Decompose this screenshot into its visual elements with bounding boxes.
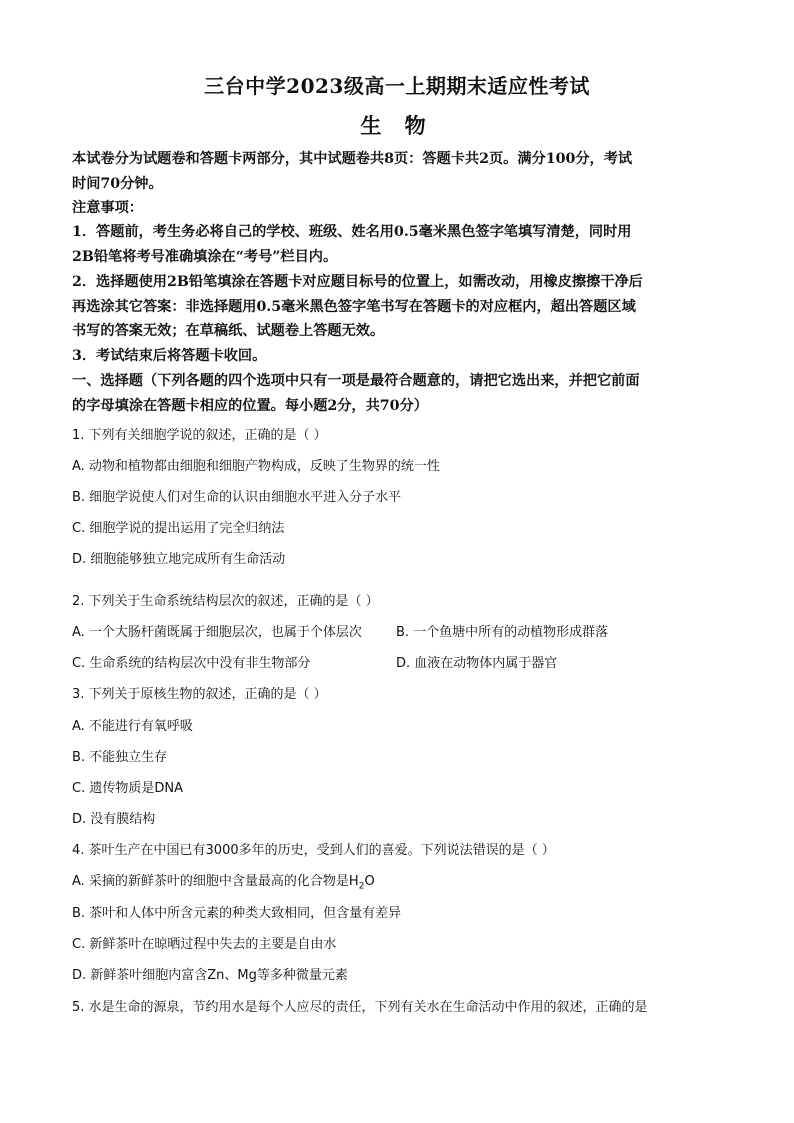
- question-4-option-a: [72, 870, 375, 892]
- question-3-option-b: B. 不能独立生存: [72, 750, 168, 765]
- question-3-option-a: A. 不能进行有氧呼吸: [72, 719, 193, 734]
- subject-title: 生 物: [360, 113, 434, 138]
- question-4-option-b: B. 茶叶和人体中所含元素的种类大致相同，但含量有差异: [72, 906, 402, 921]
- question-2-option-b: B. 一个鱼塘中所有的动植物形成群落: [396, 625, 609, 640]
- section-1-line-2: 的字母填涂在答题卡相应的位置。每小题2分，共70分）: [72, 398, 428, 414]
- notes-heading: 注意事项：: [72, 200, 143, 216]
- question-4-option-a-subscript: 2: [358, 881, 365, 892]
- note-2-line-1: 2．选择题使用2B铅笔填涂在答题卡对应题目标号的位置上，如需改动，用橡皮擦擦干净后: [72, 274, 643, 290]
- note-1-line-1: 1．答题前，考生务必将自己的学校、班级、姓名用0.5毫米黑色签字笔填写清楚，同时用: [72, 224, 632, 240]
- question-4-stem: 4. 茶叶生产在中国已有3000多年的历史，受到人们的喜爱。下列说法错误的是（ ）: [72, 843, 555, 858]
- note-2-line-3: 书写的答案无效；在草稿纸、试题卷上答题无效。: [72, 323, 385, 339]
- note-1-line-2: 2B铅笔将考号准确填涂在“考号”栏目内。: [72, 249, 338, 265]
- question-1-stem: 1. 下列有关细胞学说的叙述，正确的是（ ）: [72, 428, 327, 443]
- section-1-line-1: 一、选择题（下列各题的四个选项中只有一项是最符合题意的，请把它选出来，并把它前面: [72, 373, 640, 389]
- question-3-stem: 3. 下列关于原核生物的叙述，正确的是（ ）: [72, 687, 327, 702]
- question-4-option-a-text: A. 采摘的新鲜茶叶的细胞中含量最高的化合物是H: [72, 874, 359, 889]
- question-2-stem: 2. 下列关于生命系统结构层次的叙述，正确的是（ ）: [72, 594, 379, 609]
- intro-line-1: 本试卷分为试题卷和答题卡两部分，其中试题卷共8页：答题卡共2页。满分100分，考试: [72, 151, 633, 167]
- note-2-line-2: 再选涂其它答案：非选择题用0.5毫米黑色签字笔书写在答题卡的对应框内，超出答题区域: [72, 299, 636, 315]
- question-3-option-d: D. 没有膜结构: [72, 812, 156, 827]
- question-2-option-d: D. 血液在动物体内属于器官: [396, 656, 558, 671]
- question-5-stem: 5. 水是生命的源泉，节约用水是每个人应尽的责任，下列有关水在生命活动中作用的叙述，正确的是: [72, 1000, 648, 1015]
- question-4-option-d: D. 新鲜茶叶细胞内富含Zn、Mg等多种微量元素: [72, 968, 348, 983]
- question-4-option-c: C. 新鲜茶叶在晾晒过程中失去的主要是自由水: [72, 937, 337, 952]
- exam-title: 三台中学2023级高一上期期末适应性考试: [204, 74, 590, 98]
- question-1-option-a: A. 动物和植物都由细胞和细胞产物构成，反映了生物界的统一性: [72, 459, 440, 474]
- question-2-option-a: A. 一个大肠杆菌既属于细胞层次，也属于个体层次: [72, 625, 362, 640]
- question-1-option-c: C. 细胞学说的提出运用了完全归纳法: [72, 521, 285, 536]
- intro-line-2: 时间70分钟。: [72, 176, 163, 192]
- question-2-option-c: C. 生命系统的结构层次中没有非生物部分: [72, 656, 311, 671]
- note-3: 3．考试结束后将答题卡收回。: [72, 348, 267, 364]
- question-4-option-a-suffix: O: [364, 874, 375, 889]
- question-3-option-c: C. 遗传物质是DNA: [72, 781, 183, 796]
- question-1-option-b: B. 细胞学说使人们对生命的认识由细胞水平进入分子水平: [72, 490, 402, 505]
- question-1-option-d: D. 细胞能够独立地完成所有生命活动: [72, 552, 286, 567]
